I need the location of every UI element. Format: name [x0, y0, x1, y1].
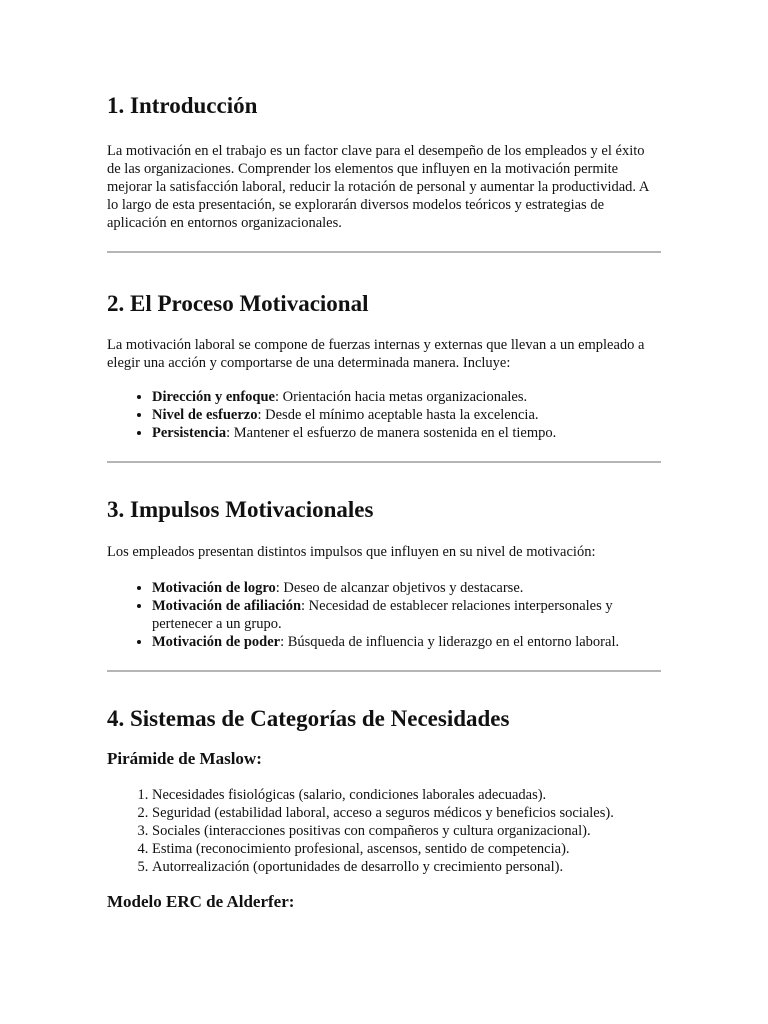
section-divider [107, 461, 661, 463]
section-paragraph: La motivación en el trabajo es un factor clave para el desempeño de los empleados y el éxito de las organizaciones. Comprender los elementos que influyen en la motivación permite mejorar la satisfacción laboral, reducir la rotación de personal y aumentar la productividad. A lo largo de esta presentación, se explorarán diversos modelos teóricos y estrategias de aplicación en entornos organizacionales. [107, 143, 649, 231]
section-heading: 3. Impulsos Motivacionales [107, 497, 374, 522]
list-item: 1. Necesidades fisiológicas (salario, condiciones laborales adecuadas). [152, 786, 661, 804]
list-item [152, 597, 661, 633]
list-item-term: Motivación de logro [152, 580, 276, 596]
list-item-term: Motivación de poder [152, 634, 281, 650]
list-item [152, 424, 661, 442]
list-item-text: : Deseo de alcanzar objetivos y destacarse. [275, 580, 524, 596]
list-item-text: : Búsqueda de influencia y liderazgo en el entorno laboral. [280, 634, 620, 650]
list-item-text: : Orientación hacia metas organizacionales. [274, 389, 528, 405]
list-item-text: : Necesidad de establecer relaciones interpersonales y pertenecer a un grupo. [152, 598, 613, 632]
list-item-term: Persistencia [152, 425, 227, 441]
section-paragraph: Los empleados presentan distintos impulsos que influyen en su nivel de motivación: [107, 544, 596, 560]
section-heading: 2. El Proceso Motivacional [107, 291, 369, 316]
list-item [152, 388, 661, 406]
list-item-text: : Desde el mínimo aceptable hasta la excelencia. [257, 407, 539, 423]
subsection-heading: Modelo ERC de Alderfer: [107, 892, 295, 911]
document-page [107, 0, 661, 912]
list-item-term: Motivación de afiliación [152, 598, 302, 614]
subsection-heading: Pirámide de Maslow: [107, 749, 262, 768]
section-heading: 4. Sistemas de Categorías de Necesidades [107, 706, 510, 731]
bullet-list [107, 388, 661, 442]
section-divider [107, 251, 661, 253]
list-item [152, 579, 661, 597]
list-item: 2. Seguridad (estabilidad laboral, acceso a seguros médicos y beneficios sociales). [152, 804, 661, 822]
list-item: 3. Sociales (interacciones positivas con compañeros y cultura organizacional). [152, 822, 661, 840]
list-item [152, 406, 661, 424]
list-item: 4. Estima (reconocimiento profesional, ascensos, sentido de competencia). [152, 840, 661, 858]
section-paragraph: La motivación laboral se compone de fuerzas internas y externas que llevan a un empleado a elegir una acción y comportarse de una determinada manera. Incluye: [107, 337, 645, 371]
numbered-list [107, 786, 661, 876]
list-item: 5. Autorrealización (oportunidades de desarrollo y crecimiento personal). [152, 858, 661, 876]
section-heading: 1. Introducción [107, 93, 258, 118]
section-divider [107, 670, 661, 672]
list-item-text: : Mantener el esfuerzo de manera sostenida en el tiempo. [226, 425, 557, 441]
list-item-term: Dirección y enfoque [152, 389, 275, 405]
list-item [152, 633, 661, 651]
bullet-list [107, 579, 661, 651]
list-item-term: Nivel de esfuerzo [152, 407, 258, 423]
